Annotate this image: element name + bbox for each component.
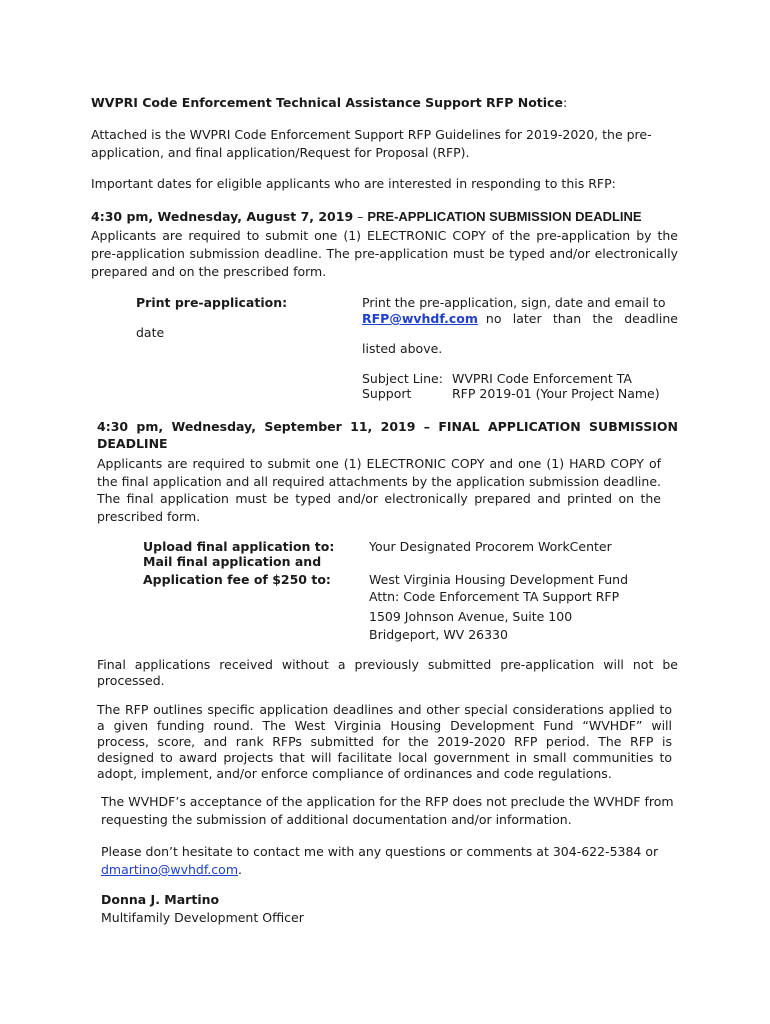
contact-email-link[interactable]: dmartino@wvhdf.com xyxy=(101,862,238,877)
pre-app-deadline-heading xyxy=(91,209,711,224)
print-instr-line-2 xyxy=(362,311,678,326)
rfp-outlines-paragraph: The RFP outlines specific application deadlines and other special considerations applied to a given funding round. The West Virginia Housing Development Fund “WVHDF” will process, score, and rank RFPs submitted for the 2019-2020 RFP period. The RFP is designed to award projects that will facilitate local government in small communities to adopt, implement, and/or enforce compliance of ordinances and code regulations. xyxy=(97,702,672,781)
print-instr-line-1: Print the pre-application, sign, date and email to xyxy=(362,295,666,310)
subject-label-2: Support xyxy=(362,386,412,401)
pre-app-deadline-date: 4:30 pm, Wednesday, August 7, 2019 xyxy=(91,209,354,224)
contact-paragraph xyxy=(101,843,691,879)
attached-paragraph: Attached is the WVPRI Code Enforcement Support RFP Guidelines for 2019-2020, the pre-application, and final application/Request for Proposal (RFP). xyxy=(91,127,652,160)
signer-title: Multifamily Development Officer xyxy=(101,910,304,925)
contact-end: . xyxy=(238,862,242,877)
date-word: date xyxy=(136,325,165,340)
final-app-body: Applicants are required to submit one (1) ELECTRONIC COPY and one (1) HARD COPY of the final application and all required attachments by the application submission deadline. The final application must be typed and/or electronically prepared and printed on the prescribed form. xyxy=(97,456,661,524)
subject-label-1: Subject Line: xyxy=(362,371,443,386)
title-colon: : xyxy=(562,95,568,110)
important-dates-text: Important dates for eligible applicants who are interested in responding to this RFP: xyxy=(91,176,616,191)
pre-app-body: Applicants are required to submit one (1) ELECTRONIC COPY of the pre-application by the pre-application submission deadline. The pre-application must be typed and/or electronically prepared and on the prescribed form. xyxy=(91,228,678,279)
print-instr-line-2-rest: no later than the deadline xyxy=(485,311,678,326)
mail-label-2: Application fee of $250 to: xyxy=(143,572,331,587)
contact-text: Please don’t hesitate to contact me with any questions or comments at 304-622-5384 or xyxy=(101,844,659,859)
not-processed-paragraph: Final applications received without a previously submitted pre-application will not be processed. xyxy=(97,657,678,688)
rfp-email-link[interactable]: RFP@wvhdf.com xyxy=(362,311,478,326)
print-instr-line-3: listed above. xyxy=(362,341,443,356)
pre-app-deadline-sep: – xyxy=(353,209,368,224)
final-deadline-line-2: DEADLINE xyxy=(97,436,168,451)
mail-value-2: Attn: Code Enforcement TA Support RFP xyxy=(369,589,620,604)
acceptance-paragraph: The WVHDF’s acceptance of the application for the RFP does not preclude the WVHDF from requesting the submission of additional documentation and/or information. xyxy=(101,794,674,827)
pre-app-deadline-label: PRE-APPLICATION SUBMISSION DEADLINE xyxy=(367,209,642,224)
upload-label: Upload final application to: xyxy=(143,539,335,554)
title-text: WVPRI Code Enforcement Technical Assistance Support RFP Notice xyxy=(91,95,563,110)
signer-name: Donna J. Martino xyxy=(101,892,220,907)
mail-value-4: Bridgeport, WV 26330 xyxy=(369,627,508,642)
upload-value: Your Designated Procorem WorkCenter xyxy=(369,539,612,554)
subject-value-1: WVPRI Code Enforcement TA xyxy=(452,371,632,386)
final-deadline-line-1: 4:30 pm, Wednesday, September 11, 2019 – FINAL APPLICATION SUBMISSION xyxy=(97,419,678,434)
mail-label-1: Mail final application and xyxy=(143,554,322,569)
subject-value-2: RFP 2019-01 (Your Project Name) xyxy=(452,386,660,401)
print-pre-app-label: Print pre-application: xyxy=(136,295,288,310)
notice-title xyxy=(91,95,731,110)
mail-value-3: 1509 Johnson Avenue, Suite 100 xyxy=(369,609,573,624)
mail-value-1: West Virginia Housing Development Fund xyxy=(369,572,629,587)
